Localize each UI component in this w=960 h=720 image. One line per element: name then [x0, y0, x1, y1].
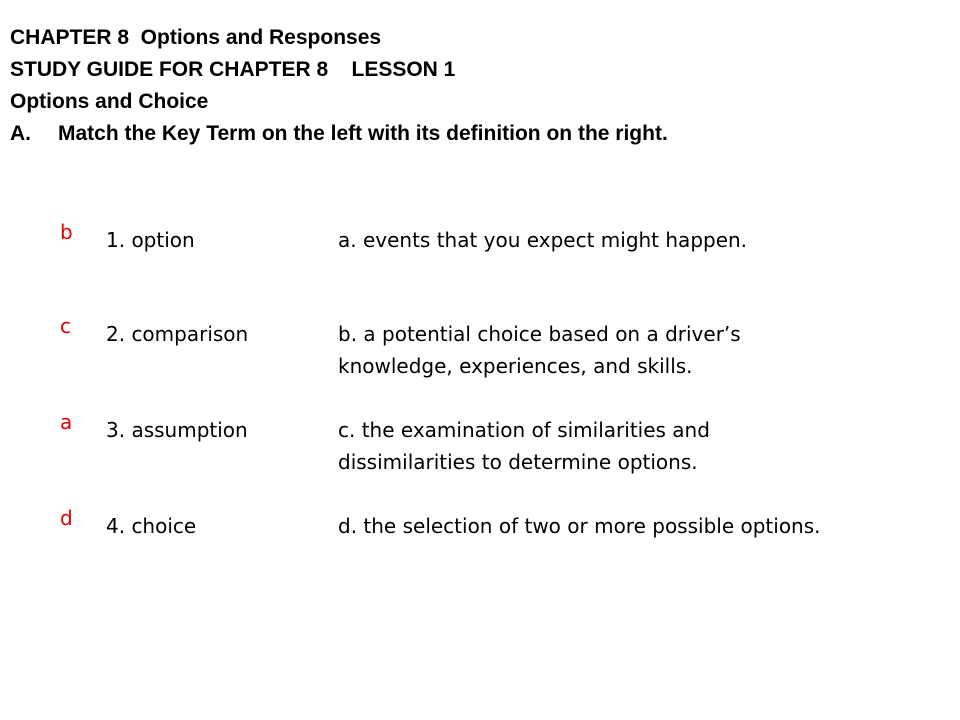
- answer-letter: b: [60, 220, 73, 244]
- definition: d. the selection of two or more possible options.: [338, 514, 821, 538]
- page-header: [10, 22, 930, 150]
- key-term: 3. assumption: [106, 418, 248, 442]
- answer-letter: d: [60, 506, 73, 530]
- definition: c. the examination of similarities and dissimilarities to determine options.: [338, 418, 710, 474]
- definition: a. events that you expect might happen.: [338, 228, 748, 252]
- answer-letter: a: [60, 410, 73, 434]
- lesson-title: Options and Choice: [10, 90, 209, 113]
- definition: b. a potential choice based on a driver’s knowledge, experiences, and skills.: [338, 322, 741, 378]
- key-term: 1. option: [106, 228, 195, 252]
- study-guide-title: STUDY GUIDE FOR CHAPTER 8 LESSON 1: [10, 58, 456, 81]
- instruction-marker: A.: [10, 122, 31, 145]
- instruction: [10, 118, 930, 150]
- chapter-title: CHAPTER 8 Options and Responses: [10, 26, 382, 49]
- key-term: 4. choice: [106, 514, 197, 538]
- key-term: 2. comparison: [106, 322, 249, 346]
- answer-letter: c: [60, 314, 71, 338]
- instruction-text: Match the Key Term on the left with its definition on the right.: [58, 122, 668, 145]
